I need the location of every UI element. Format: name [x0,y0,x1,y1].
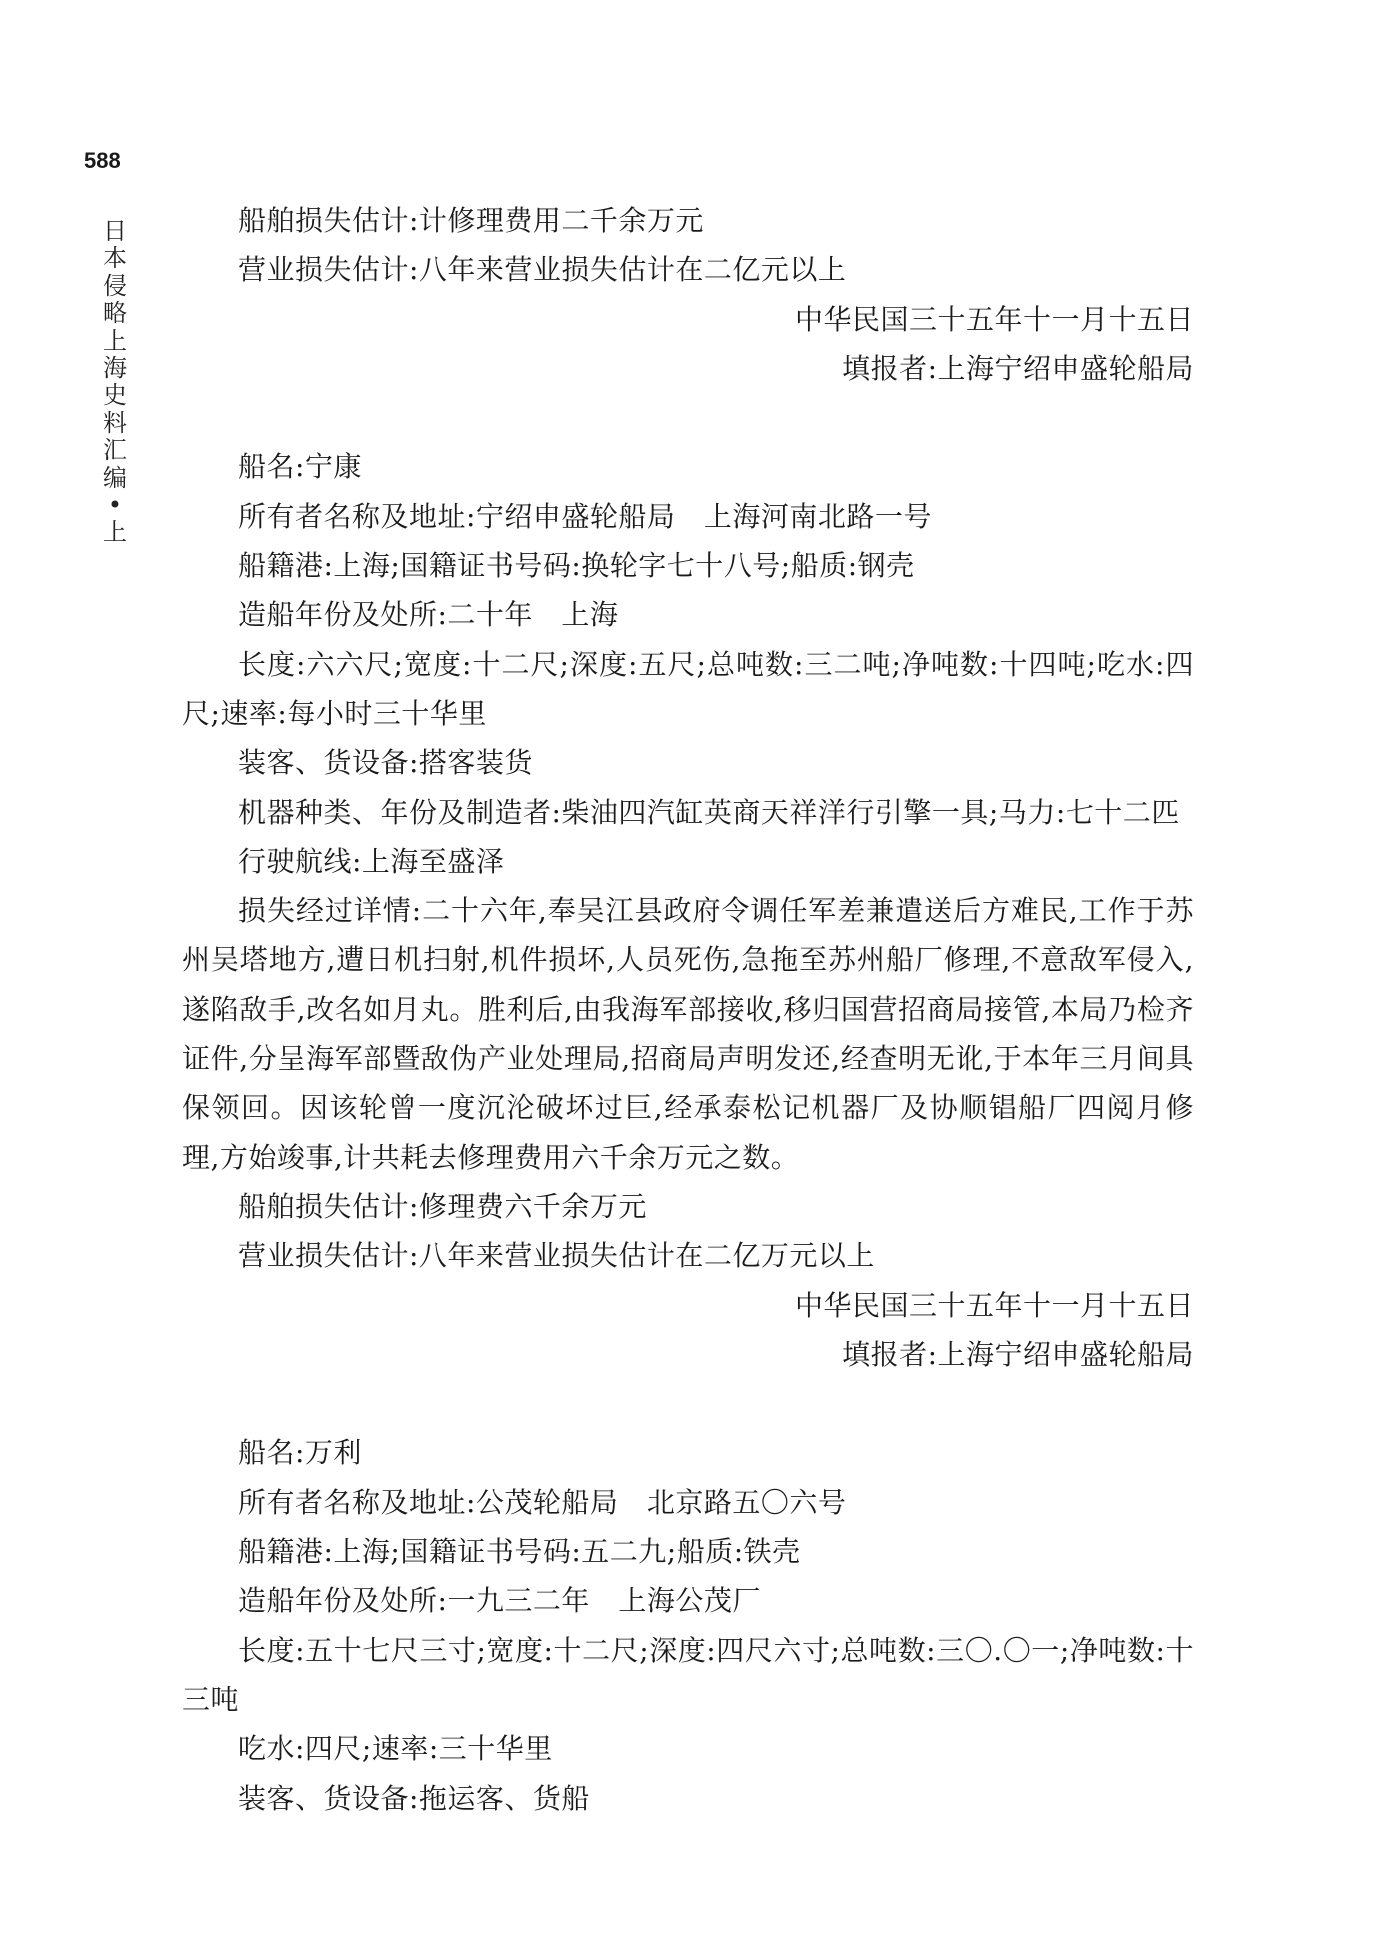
reporter-2: 填报者:上海宁绍申盛轮船局 [842,1337,1194,1371]
dimensions-3: 长度:五十七尺三寸;宽度:十二尺;深度:四尺六寸;总吨数:三〇.〇一;净吨数:十三吨 [182,1633,1194,1716]
ship-name-3: 船名:万利 [238,1436,362,1470]
report-date-2: 中华民国三十五年十一月十五日 [794,1288,1194,1322]
body-text [182,196,1194,1823]
ship-loss-estimate-1: 船舶损失估计:计修理费用二千余万元 [238,204,704,237]
section-gap [182,393,1194,442]
equipment-3: 装客、货设备:拖运客、货船 [238,1781,590,1815]
section-gap [182,1379,1194,1428]
page-number: 588 [84,148,121,173]
business-loss-estimate-2: 营业损失估计:八年来营业损失估计在二亿万元以上 [238,1239,875,1273]
report-date-1: 中华民国三十五年十一月十五日 [794,302,1194,336]
reporter-1: 填报者:上海宁绍申盛轮船局 [842,351,1194,385]
draft-speed-3: 吃水:四尺;速率:三十华里 [238,1732,553,1766]
build-info-2: 造船年份及处所:二十年 上海 [238,598,619,632]
build-info-3: 造船年份及处所:一九三二年 上海公茂厂 [238,1584,761,1618]
registry-3: 船籍港:上海;国籍证书号码:五二九;船质:铁壳 [238,1535,801,1569]
equipment-2: 装客、货设备:搭客装货 [238,746,533,780]
route-2: 行驶航线:上海至盛泽 [238,844,505,878]
registry-2: 船籍港:上海;国籍证书号码:换轮字七十八号;船质:钢壳 [238,549,915,583]
dimensions-2: 长度:六六尺;宽度:十二尺;深度:五尺;总吨数:三二吨;净吨数:十四吨;吃水:四尺;速率:每小时三十华里 [182,647,1194,730]
owner-address-2: 所有者名称及地址:宁绍申盛轮船局 上海河南北路一号 [238,499,932,533]
engine-2: 机器种类、年份及制造者:柴油四汽缸英商天祥洋行引擎一具;马力:七十二匹 [238,795,1180,829]
owner-address-3: 所有者名称及地址:公茂轮船局 北京路五〇六号 [238,1485,847,1519]
ship-loss-estimate-2: 船舶损失估计:修理费六千余万元 [238,1189,647,1223]
loss-details-2: 损失经过详情:二十六年,奉吴江县政府令调任军差兼遣送后方难民,工作于苏州吴塔地方,遭日机扫射,机件损坏,人员死伤,急拖至苏州船厂修理,不意敌军侵入,遂陷敌手,改名如月丸。胜利后,由我海军部接收,移归国营招商局接管,本局乃检齐证件,分呈海军部暨敌伪产业处理局,招商局声明发还,经查明无讹,于本年三月间具保领回。因该轮曾一度沉沦破坏过巨,经承泰松记机器厂及协顺锠船厂四阅月修理,方始竣事,计共耗去修理费用六千余万元之数。 [182,894,1194,1174]
business-loss-estimate-1: 营业损失估计:八年来营业损失估计在二亿元以上 [238,253,847,287]
ship-name-2: 船名:宁康 [238,450,362,484]
running-head: 日本侵略上海史料汇编•上 [103,217,127,547]
